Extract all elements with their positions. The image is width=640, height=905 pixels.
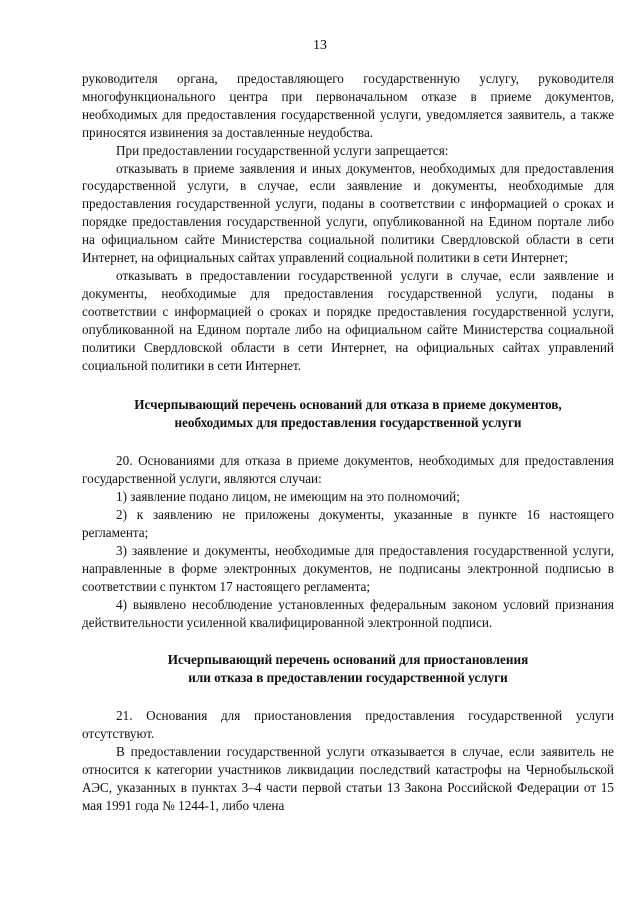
paragraph-list-item-1: 1) заявление подано лицом, не имеющим на это полномочий; [116,489,460,505]
paragraph-item-20: 20. Основаниями для отказа в приеме документов, необходимых для предоставления государственной услуги, являются случаи: [82,453,614,487]
paragraph-item-21: 21. Основания для приостановления предоставления государственной услуги отсутствуют. [82,708,614,742]
section-heading-refusal-acceptance [82,396,614,432]
paragraph-refusal-condition: В предоставлении государственной услуги отказывается в случае, если заявитель не относится к категории участников ликвидации последствий катастрофы на Чернобыльской АЭС, указанных в пунктах 3–4 части первой статьи 13 Закона Российской Федерации от 15 мая 1991 года № 1244-1, либо члена [82,744,614,813]
paragraph-list-item-2: 2) к заявлению не приложены документы, указанные в пункте 16 настоящего регламента; [82,507,614,541]
section-body-suspension-refusal [82,707,614,814]
paragraph-prohibitions-intro: При предоставлении государственной услуги запрещается: [116,142,449,158]
section-heading-line: Исчерпывающий перечень оснований для отказа в приеме документов, [134,397,562,413]
section-heading-line: необходимых для предоставления государственной услуги [174,415,522,431]
section-body-refusal-acceptance [82,452,614,631]
section-heading-suspension-refusal [82,651,614,687]
paragraph-list-item-4: 4) выявлено несоблюдение установленных федеральным законом условий признания действительности усиленной квалифицированной электронной подписи. [82,596,614,630]
paragraph-list-item-3: 3) заявление и документы, необходимые для предоставления государственной услуги, направленные в форме электронных документов, не подписаны электронной подписью в соответствии с пунктом 17 настоящего регламента; [82,542,614,594]
paragraph-prohibition-2: отказывать в предоставлении государственной услуги в случае, если заявление и документы, необходимые для предоставления государственной услуги, поданы в соответствии с информацией о сроках и порядке предоставления государственной услуги, опубликованной на Едином портале либо на официальном сайте Министерства социальной политики Свердловской области в сети Интернет, на официальных сайтах управлений социальной политики в сети Интернет. [82,267,614,373]
paragraph-prohibition-1: отказывать в приеме заявления и иных документов, необходимых для предоставления государственной услуги, в случае, если заявление и документы, необходимые для предоставления государственной услуги, поданы в соответствии с информацией о сроках и порядке предоставления государственной услуги, опубликованной на Едином портале либо на официальном сайте Министерства социальной политики Свердловской области в сети Интернет, на официальных сайтах управлений социальной политики в сети Интернет; [82,160,614,266]
section-heading-line: или отказа в предоставлении государственной услуги [188,670,508,686]
paragraph-continuation: руководителя органа, предоставляющего государственную услугу, руководителя многофункционального центра при первоначальном отказе в приеме документов, необходимых для предоставления государственной услуги, уведомляется заявитель, а также приносятся извинения за доставленные неудобства. [82,71,614,140]
page-number: 13 [313,38,327,53]
section-heading-line: Исчерпывающий перечень оснований для приостановления [167,652,529,668]
document-body [82,70,614,815]
